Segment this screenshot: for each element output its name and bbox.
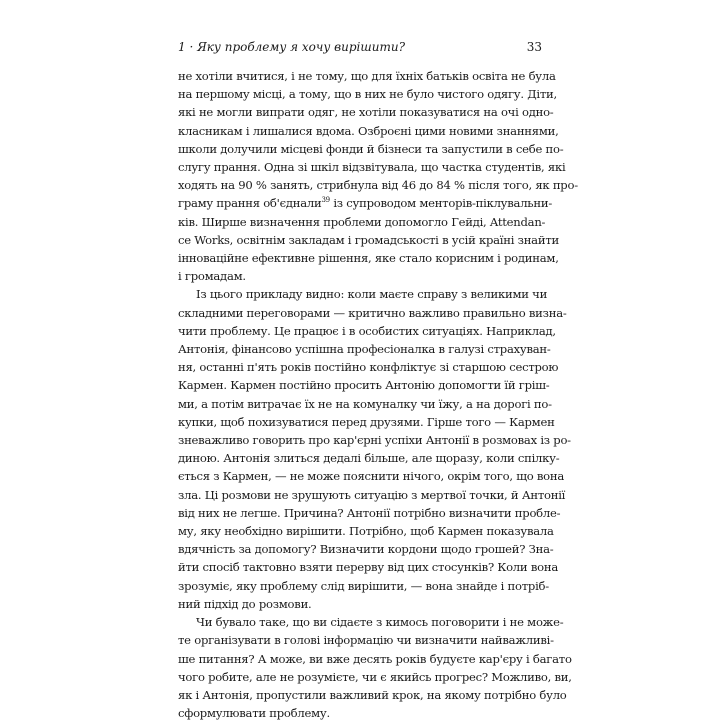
page-number: 33 [526,40,542,54]
text-line: сформулювати проблему. [178,706,330,721]
text-line: ється з Кармен, — не може пояснити нічого, окрім того, що вона [178,469,565,484]
text-line: ний підхід до розмови. [178,596,312,611]
text-line: які не могли випрати одяг, не хотіли показуватися на очі одно- [178,105,554,120]
page-header [178,40,542,54]
text-line: те організувати в голові інформацію чи визначити найважливі- [178,633,554,648]
text-line: складними переговорами — критично важливо правильно визна- [178,305,567,320]
text-line: ше питання? А може, ви вже десять років будуєте кар'єру і багато [178,651,572,666]
text-line: зла. Ці розмови не зрушують ситуацію з мертвої точки, й Антонії [178,487,566,502]
footnote-ref: 39 [321,196,330,205]
text-line: ня, останні п'ять років постійно конфліктує зі старшою сестрою [178,360,559,375]
text-line: Антонія, фінансово успішна професіоналка в галузі страхуван- [178,342,551,357]
text-line: Кармен. Кармен постійно просить Антонію допомогти їй гріш- [178,378,550,393]
text-line: як і Антонія, пропустили важливий крок, на якому потрібно було [178,687,567,702]
text-line: інноваційне ефективне рішення, яке стало корисним і родинам, [178,251,559,266]
paragraph [178,285,571,613]
text-line: йти спосіб тактовно взяти перерву від цих стосунків? Коли вона [178,560,558,575]
paragraph [178,67,578,285]
text-line: на першому місці, а тому, що в них не було чистого одягу. Діти, [178,87,557,102]
text-line: і громадам. [178,269,246,284]
text-line: му, яку необхідно вирішити. Потрібно, щоб Кармен показувала [178,524,554,539]
text-line: чити проблему. Це працює і в особистих ситуаціях. Наприклад, [178,323,556,338]
text-line: купки, щоб похизуватися перед друзями. Гірше того — Кармен [178,414,555,429]
text-line: ce Works, освітнім закладам і громадськості в усій країні знайти [178,232,559,247]
text-line: класникам і лишалися вдома. Озброєні цими новими знаннями, [178,123,559,138]
text-line: ходять на 90 % занять, стрибнула від 46 до 84 % після того, як про- [178,178,578,193]
text-line: Чи бувало таке, що ви сідаєте з кимось поговорити і не може- [196,615,564,630]
text-line: граму прання об'єднали$^{39}$ із супроводом менторів-піклувальни- [178,196,552,211]
text-line: слугу прання. Одна зі шкіл відзвітувала, що частка студентів, які [178,160,566,175]
text-line: Із цього прикладу видно: коли маєте справу з великими чи [196,287,548,302]
text-line: ків. Ширше визначення проблеми допомогло Гейді, Attendan- [178,214,546,229]
running-head: 1 · Яку проблему я хочу вирішити? [178,40,405,54]
text-line: не хотіли вчитися, і не тому, що для їхніх батьків освіта не була [178,69,556,83]
text-line: зневажливо говорить про кар'єрні успіхи Антонії в розмовах із ро- [178,433,571,448]
text-line: диною. Антонія злиться дедалі більше, але щоразу, коли спілку- [178,451,560,466]
text-line: ми, а потім витрачає їх не на комуналку чи їжу, а на дорогі по- [178,396,552,411]
text-line: від них не легше. Причина? Антонії потрібно визначити пробле- [178,505,561,520]
text-line: школи долучили місцеві фонди й бізнеси та запустили в себе по- [178,141,564,156]
text-line: чого робите, але не розумієте, чи є якийсь прогрес? Можливо, ви, [178,669,572,684]
text-line: зрозуміє, яку проблему слід вирішити, — вона знайде і потріб- [178,578,549,593]
paragraph [178,613,572,722]
body-text [178,67,578,722]
text-line: вдячність за допомогу? Визначити кордони щодо грошей? Зна- [178,542,554,557]
